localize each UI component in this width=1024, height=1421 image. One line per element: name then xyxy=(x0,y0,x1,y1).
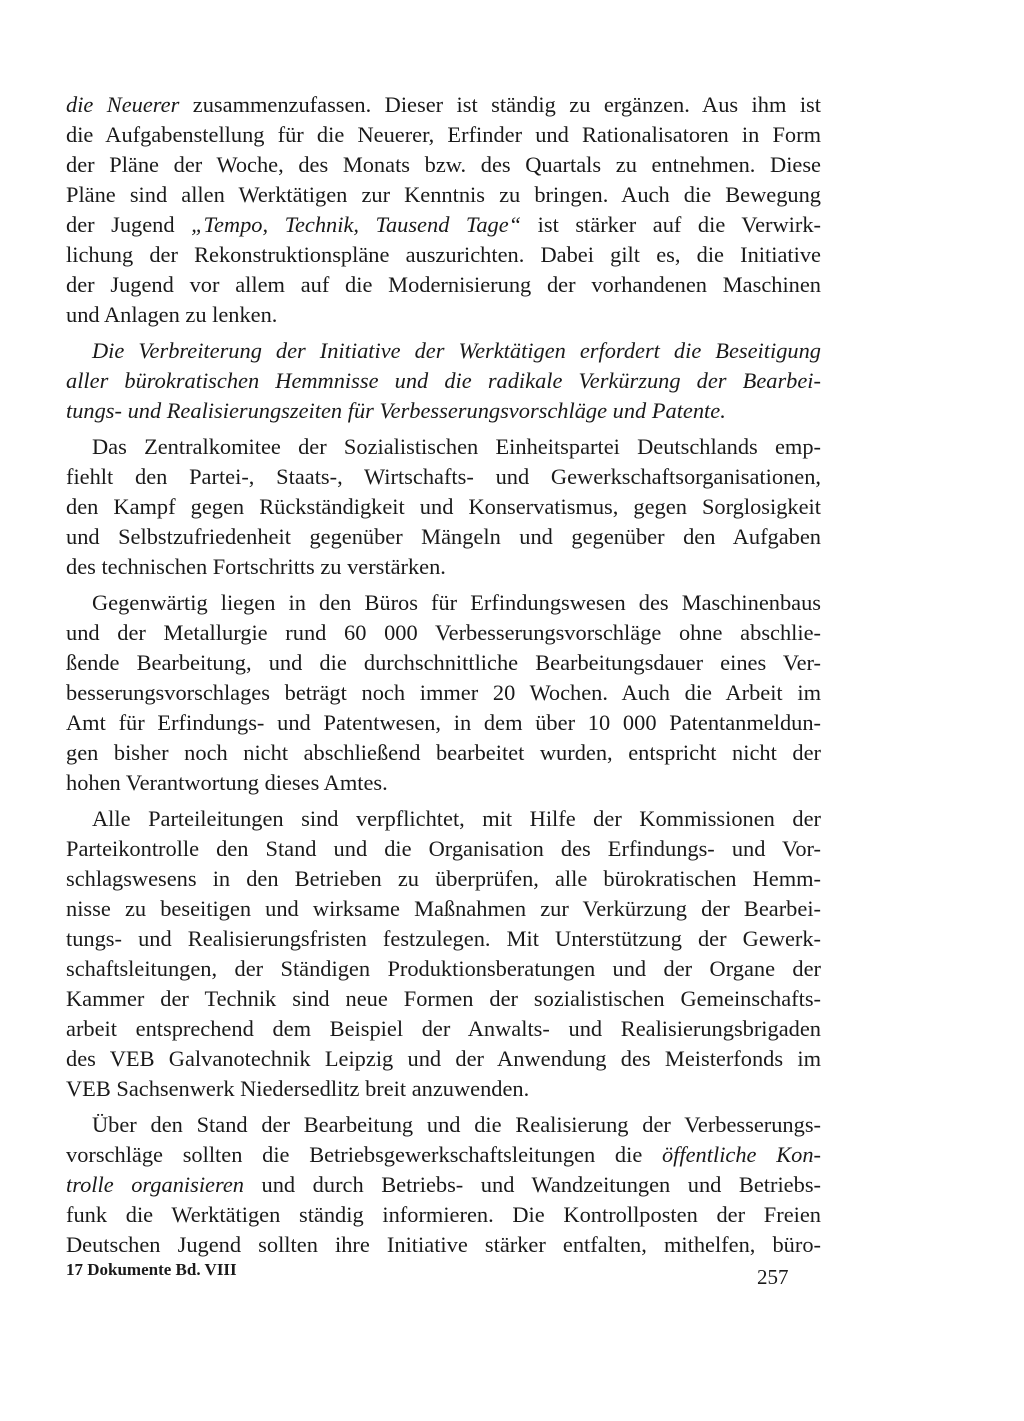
text-line xyxy=(66,768,821,798)
text-run: und Selbstzufriedenheit gegenüber Mängeln und gegenüber den Aufgaben xyxy=(66,524,821,549)
text-run: und durch Betriebs- und Wandzeitungen und Betriebs- xyxy=(244,1172,821,1197)
text-line xyxy=(66,1044,821,1074)
text-run: Amt für Erfindungs- und Patentwesen, in dem über 10 000 Patentanmeldun- xyxy=(66,710,821,735)
text-line xyxy=(66,210,821,240)
text-run: der Jugend xyxy=(66,212,192,237)
text-run: Über den Stand der Bearbeitung und die Realisierung der Verbesserungs- xyxy=(92,1112,821,1137)
text-line xyxy=(66,462,821,492)
text-run: fiehlt den Partei-, Staats-, Wirtschafts- und Gewerkschaftsorganisationen, xyxy=(66,464,821,489)
body-text xyxy=(66,90,821,1260)
text-line xyxy=(66,1170,821,1200)
text-run: gen bisher noch nicht abschließend bearbeitet wurden, entspricht nicht der xyxy=(66,740,821,765)
text-run: Alle Parteileitungen sind verpflichtet, mit Hilfe der Kommissionen der xyxy=(92,806,821,831)
paragraph xyxy=(66,588,821,798)
text-run: die Aufgabenstellung für die Neuerer, Erfinder und Rationalisatoren in Form xyxy=(66,122,821,147)
text-line xyxy=(66,270,821,300)
text-line xyxy=(66,1230,821,1260)
text-run: Gegenwärtig liegen in den Büros für Erfindungswesen des Maschinenbaus xyxy=(92,590,821,615)
text-run: hohen Verantwortung dieses Amtes. xyxy=(66,770,388,795)
text-run: nisse zu beseitigen und wirksame Maßnahmen zur Verkürzung der Bearbei- xyxy=(66,896,821,921)
text-line xyxy=(66,864,821,894)
paragraph xyxy=(66,90,821,330)
italic-text: trolle organisieren xyxy=(66,1172,244,1197)
text-run: funk die Werktätigen ständig informieren. Die Kontrollposten der Freien xyxy=(66,1202,821,1227)
text-line xyxy=(66,396,821,426)
italic-text: tungs- und Realisierungszeiten für Verbesserungsvorschläge und Patente. xyxy=(66,398,726,423)
footer-signature: 17 Dokumente Bd. VIII xyxy=(66,1260,237,1279)
text-line xyxy=(66,588,821,618)
italic-text: aller bürokratischen Hemmnisse und die radikale Verkürzung der Bearbei- xyxy=(66,368,821,393)
text-run: arbeit entsprechend dem Beispiel der Anwalts- und Realisierungsbrigaden xyxy=(66,1016,821,1041)
text-line xyxy=(66,552,821,582)
text-line xyxy=(66,1074,821,1104)
text-run: der Pläne der Woche, des Monats bzw. des Quartals zu entnehmen. Diese xyxy=(66,152,821,177)
text-run: den Kampf gegen Rückständigkeit und Konservatismus, gegen Sorglosigkeit xyxy=(66,494,821,519)
text-run: und Anlagen zu lenken. xyxy=(66,302,278,327)
text-run: tungs- und Realisierungsfristen festzulegen. Mit Unterstützung der Gewerk- xyxy=(66,926,821,951)
italic-text: die Neuerer xyxy=(66,92,180,117)
text-run: Das Zentralkomitee der Sozialistischen Einheitspartei Deutschlands emp- xyxy=(92,434,821,459)
text-run: VEB Sachsenwerk Niedersedlitz breit anzuwenden. xyxy=(66,1076,530,1101)
paragraph xyxy=(66,336,821,426)
text-run: und der Metallurgie rund 60 000 Verbesserungsvorschläge ohne abschlie- xyxy=(66,620,821,645)
text-line xyxy=(66,738,821,768)
paragraph xyxy=(66,1110,821,1260)
text-line xyxy=(66,120,821,150)
text-run: Parteikontrolle den Stand und die Organisation des Erfindungs- und Vor- xyxy=(66,836,821,861)
paragraph xyxy=(66,432,821,582)
text-run: ßende Bearbeitung, und die durchschnittliche Bearbeitungsdauer eines Ver- xyxy=(66,650,821,675)
text-line xyxy=(66,894,821,924)
text-line xyxy=(66,180,821,210)
text-line xyxy=(66,432,821,462)
text-line xyxy=(66,240,821,270)
text-line xyxy=(66,648,821,678)
text-run: ist stärker auf die Verwirk- xyxy=(521,212,822,237)
text-run: zusammenzufassen. Dieser ist ständig zu ergänzen. Aus ihm ist xyxy=(179,92,821,117)
text-line xyxy=(66,834,821,864)
text-line xyxy=(66,804,821,834)
text-line xyxy=(66,150,821,180)
italic-text: öffentliche Kon- xyxy=(661,1142,821,1167)
text-line xyxy=(66,90,821,120)
text-line xyxy=(66,492,821,522)
text-line xyxy=(66,954,821,984)
text-line xyxy=(66,1014,821,1044)
text-run: des VEB Galvanotechnik Leipzig und der Anwendung des Meisterfonds im xyxy=(66,1046,821,1071)
text-run: besserungsvorschlages beträgt noch immer 20 Wochen. Auch die Arbeit im xyxy=(66,680,821,705)
text-line xyxy=(66,522,821,552)
text-line xyxy=(66,618,821,648)
paragraph xyxy=(66,804,821,1104)
text-run: schaftsleitungen, der Ständigen Produktionsberatungen und der Organe der xyxy=(66,956,821,981)
text-line xyxy=(66,708,821,738)
text-line xyxy=(66,366,821,396)
page-number: 257 xyxy=(757,1265,789,1289)
text-line xyxy=(66,1140,821,1170)
text-line xyxy=(66,678,821,708)
text-run: Pläne sind allen Werktätigen zur Kenntnis zu bringen. Auch die Bewegung xyxy=(66,182,821,207)
text-line xyxy=(66,1200,821,1230)
text-run: lichung der Rekonstruktionspläne auszurichten. Dabei gilt es, die Initiative xyxy=(66,242,821,267)
italic-text: Die Verbreiterung der Initiative der Werktätigen erfordert die Beseitigung xyxy=(92,338,821,363)
text-run: der Jugend vor allem auf die Modernisierung der vorhandenen Maschinen xyxy=(66,272,821,297)
text-line xyxy=(66,300,821,330)
text-run: schlagswesens in den Betrieben zu überprüfen, alle bürokratischen Hemm- xyxy=(66,866,821,891)
text-run: vorschläge sollten die Betriebsgewerkschaftsleitungen die xyxy=(66,1142,662,1167)
text-line xyxy=(66,984,821,1014)
text-run: Kammer der Technik sind neue Formen der sozialistischen Gemeinschafts- xyxy=(66,986,821,1011)
text-line xyxy=(66,336,821,366)
text-run: Deutschen Jugend sollten ihre Initiative stärker entfalten, mithelfen, büro- xyxy=(66,1232,821,1257)
text-line xyxy=(66,924,821,954)
italic-text: „Tempo, Technik, Tausend Tage“ xyxy=(191,212,522,237)
text-line xyxy=(66,1110,821,1140)
text-run: des technischen Fortschritts zu verstärken. xyxy=(66,554,446,579)
